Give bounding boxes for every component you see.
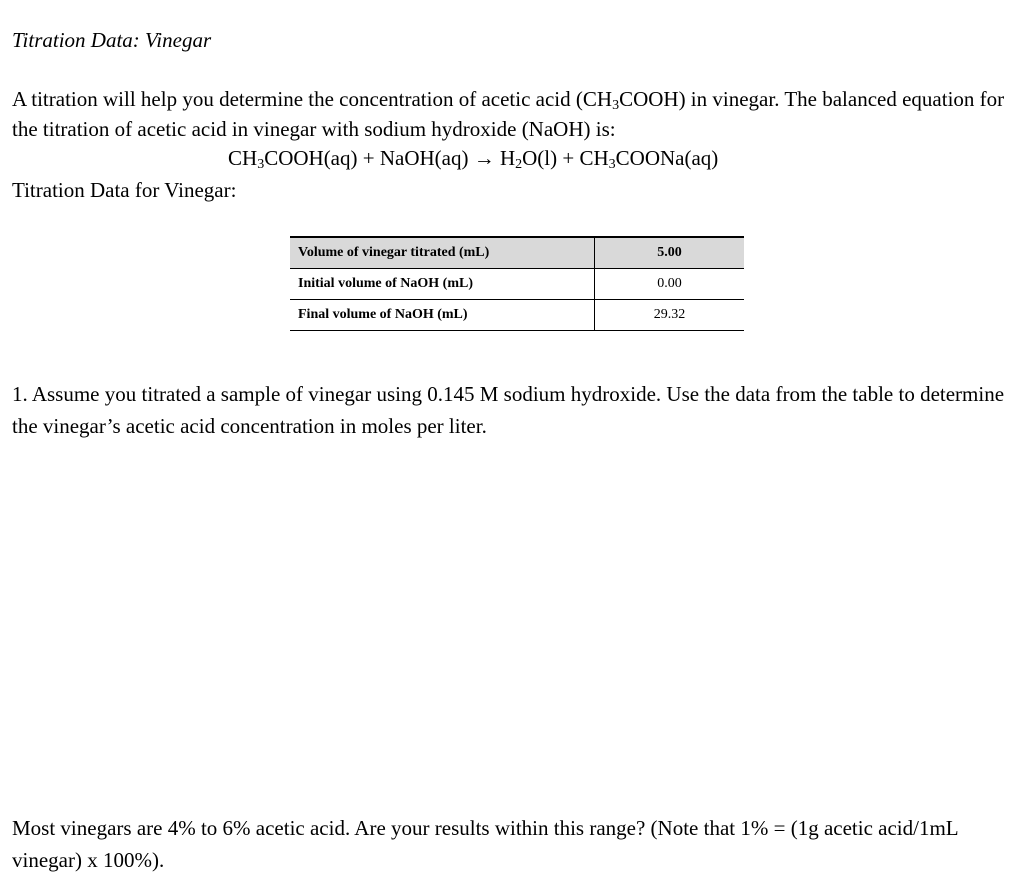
intro-subscript: 3 [612,98,620,113]
titration-data-table [290,236,744,331]
equation-part-1: CH [228,146,258,170]
row-value: 29.32 [595,300,745,331]
range-note: Most vinegars are 4% to 6% acetic acid. Are your results within this range? (Note that 1% = (1g acetic acid/1mL vinegar) x 100%). [12,816,958,872]
equation-sub-2: 2 [515,157,523,172]
intro-text-b: COOH) in vinegar. The balanced equation for the titration of acetic acid in vinegar with sodium hydroxide (NaOH) is: [12,87,1005,141]
equation-part-3: O(l) + CH [522,146,609,170]
intro-text-a: A titration will help you determine the concentration of acetic acid (CH [12,87,613,111]
equation-sub-3: 3 [608,157,616,172]
table-row [290,237,744,269]
row-value: 0.00 [595,269,745,300]
chemical-equation [228,146,718,171]
equation-part-4: COONa(aq) [615,146,719,170]
row-label: Final volume of NaOH (mL) [290,300,595,331]
table-heading: Titration Data for Vinegar: [12,178,237,202]
question-1: 1. Assume you titrated a sample of vinegar using 0.145 M sodium hydroxide. Use the data from the table to determine the vinegar’s acetic acid concentration in moles per liter. [12,382,1005,438]
table-row [290,300,744,331]
table-row [290,269,744,300]
equation-part-2: COOH(aq) + NaOH(aq) → H [264,146,516,170]
document-title: Titration Data: Vinegar [12,28,212,52]
intro-paragraph [12,84,1012,144]
row-label: Initial volume of NaOH (mL) [290,269,595,300]
equation-sub-1: 3 [257,157,265,172]
row-value: 5.00 [595,237,745,269]
row-label: Volume of vinegar titrated (mL) [290,237,595,269]
